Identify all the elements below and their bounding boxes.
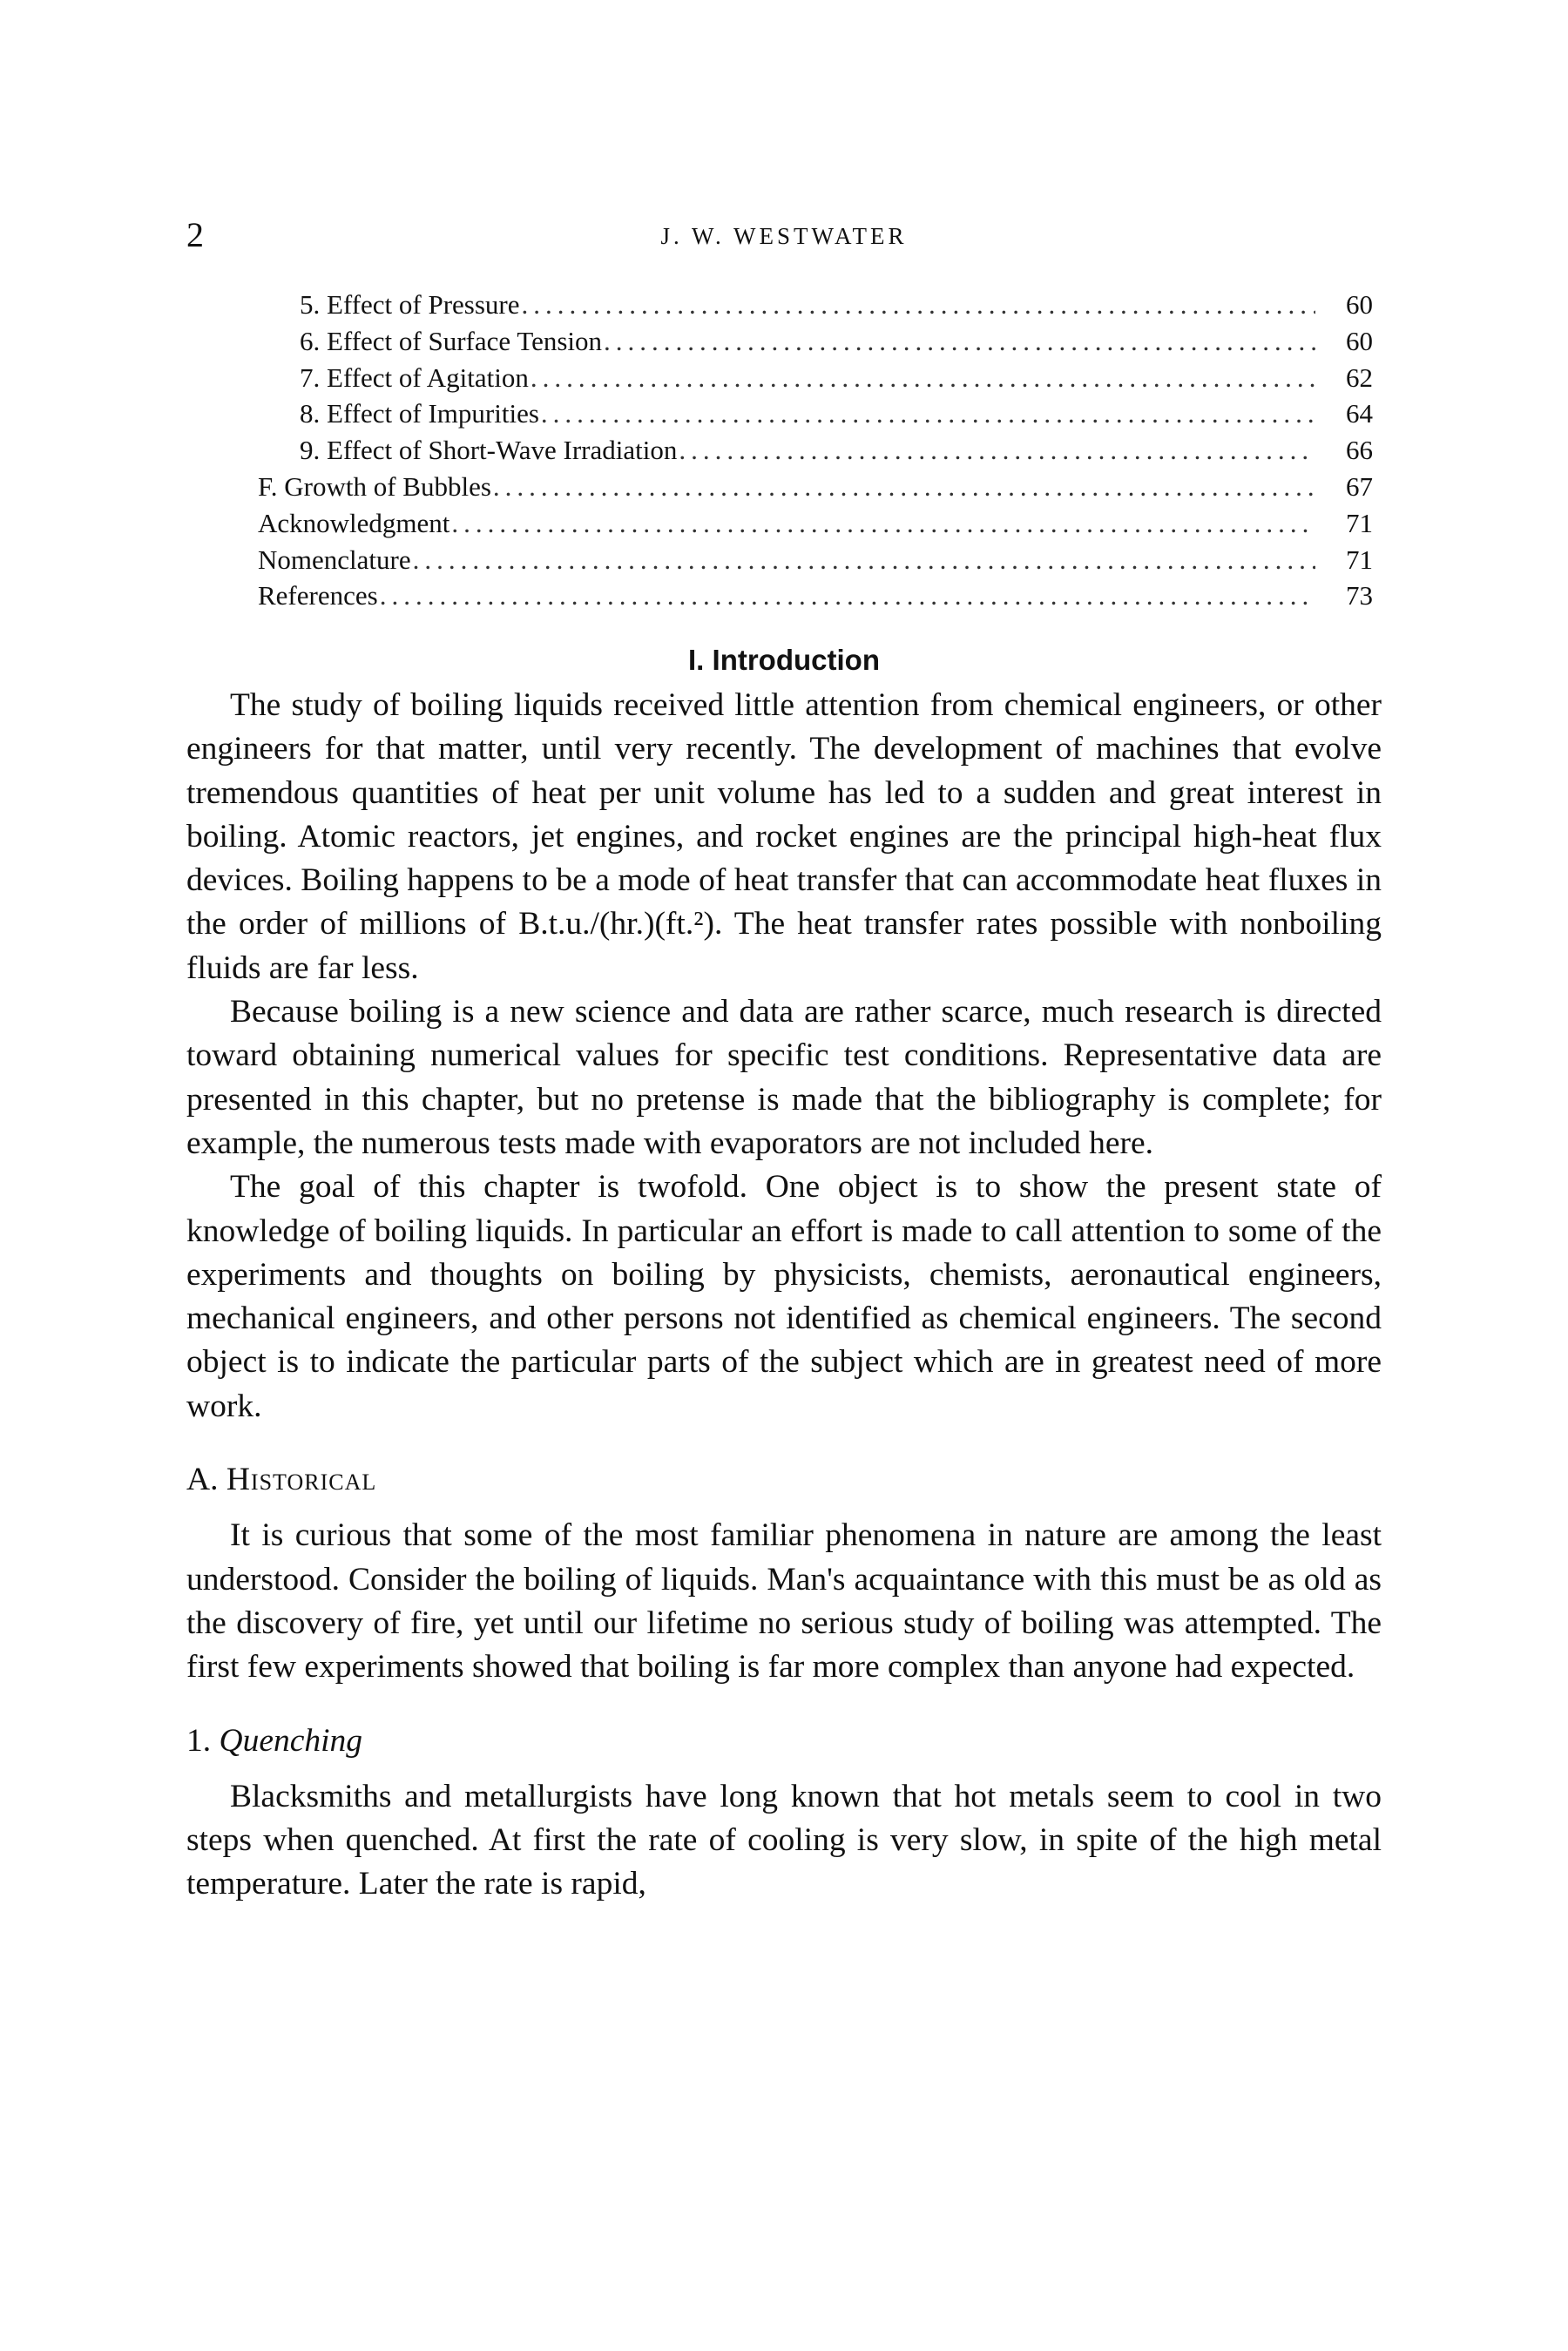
toc-entry-label: Acknowledgment	[258, 507, 450, 538]
section-heading: I. Introduction	[688, 644, 880, 676]
body-text	[186, 684, 1382, 1907]
toc-leader-dots	[604, 326, 1315, 357]
paragraph: The goal of this chapter is twofold. One object is to show the present state of knowledge of boiling liquids. In particular an effort is made to call attention to some of the experiments and thoughts on boiling by physicists, chemists, aeronautical engineers, mechanical engineers, and other persons not identified as chemical engineers. The second object is to indicate the particular parts of the subject which are in greatest need of more work.	[186, 1169, 1382, 1424]
toc-entry	[258, 471, 1373, 508]
toc-entry-label: 7. Effect of Agitation	[300, 361, 529, 393]
toc-leader-dots	[522, 289, 1315, 321]
toc-entry	[258, 580, 1373, 617]
toc-entry-label: F. Growth of Bubbles	[258, 470, 491, 502]
toc-leader-dots	[531, 362, 1315, 394]
subsection-title: Quenching	[219, 1722, 363, 1759]
subsection-prefix: A.	[186, 1462, 219, 1498]
toc-entry-label: 6. Effect of Surface Tension	[300, 325, 603, 356]
toc-entry-page: 66	[1346, 435, 1373, 466]
paragraph: Because boiling is a new science and data are rather scarce, much research is directed toward obtaining numerical values for specific test conditions. Representative data are presented in this chapter, but no pretense is made that the bibliography is complete; for example, the numerous tests made with evaporators are not included here.	[186, 994, 1382, 1161]
toc-leader-dots	[541, 398, 1315, 429]
toc-entry	[258, 508, 1373, 544]
toc-entry-page: 60	[1346, 325, 1373, 356]
toc-entry	[258, 435, 1373, 471]
toc-entry-page: 71	[1346, 544, 1373, 575]
toc-leader-dots	[493, 471, 1315, 503]
toc-entry-label: 5. Effect of Pressure	[300, 289, 520, 320]
toc-entry-page: 67	[1346, 470, 1373, 502]
toc-leader-dots	[380, 580, 1315, 611]
paragraph: The study of boiling liquids received little attention from chemical engineers, or other engineers for that matter, until very recently. The development of machines that evolve tremendous quantities of heat per unit volume has led to a sudden and great interest in boiling. Atomic reactors, jet engines, and rocket engines are the principal high-heat flux devices. Boiling happens to be a mode of heat transfer that can accommodate heat fluxes in the order of millions of B.t.u./(hr.)(ft.²). The heat transfer rates possible with nonboiling fluids are far less.	[186, 687, 1382, 986]
toc-entry-label: References	[258, 580, 378, 611]
toc-entry-page: 62	[1346, 361, 1373, 393]
table-of-contents	[258, 289, 1373, 617]
toc-leader-dots	[679, 435, 1315, 466]
subsection-heading-historical	[186, 1458, 1382, 1502]
toc-leader-dots	[413, 544, 1315, 576]
toc-entry-page: 64	[1346, 398, 1373, 429]
toc-entry-label: Nomenclature	[258, 544, 411, 575]
subsection-heading-quenching	[186, 1719, 1382, 1763]
page-number: 2	[186, 215, 204, 254]
subsection-prefix: 1.	[186, 1722, 212, 1759]
toc-entry-label: 9. Effect of Short-Wave Irradiation	[300, 435, 678, 466]
toc-entry-page: 71	[1346, 507, 1373, 538]
toc-leader-dots	[451, 508, 1315, 539]
toc-entry-page: 73	[1346, 580, 1373, 611]
paragraph: It is curious that some of the most familiar phenomena in nature are among the least understood. Consider the boiling of liquids. Man's acquaintance with this must be as old as the discovery of fire, yet until our lifetime no serious study of boiling was attempted. The first few experiments showed that boiling is far more complex than anyone had expected.	[186, 1517, 1382, 1686]
toc-entry-page: 60	[1346, 289, 1373, 320]
subsection-title: Historical	[226, 1462, 377, 1498]
toc-entry	[258, 398, 1373, 435]
toc-entry	[258, 289, 1373, 326]
toc-entry	[258, 544, 1373, 581]
running-head-author: J. W. WESTWATER	[660, 223, 908, 249]
toc-entry	[258, 326, 1373, 362]
toc-entry-label: 8. Effect of Impurities	[300, 398, 539, 429]
toc-entry	[258, 362, 1373, 399]
paragraph: Blacksmiths and metallurgists have long known that hot metals seem to cool in two steps when quenched. At first the rate of cooling is very slow, in spite of the high metal temperature. Later the rate is rapid,	[186, 1778, 1382, 1902]
running-header	[186, 213, 1382, 266]
